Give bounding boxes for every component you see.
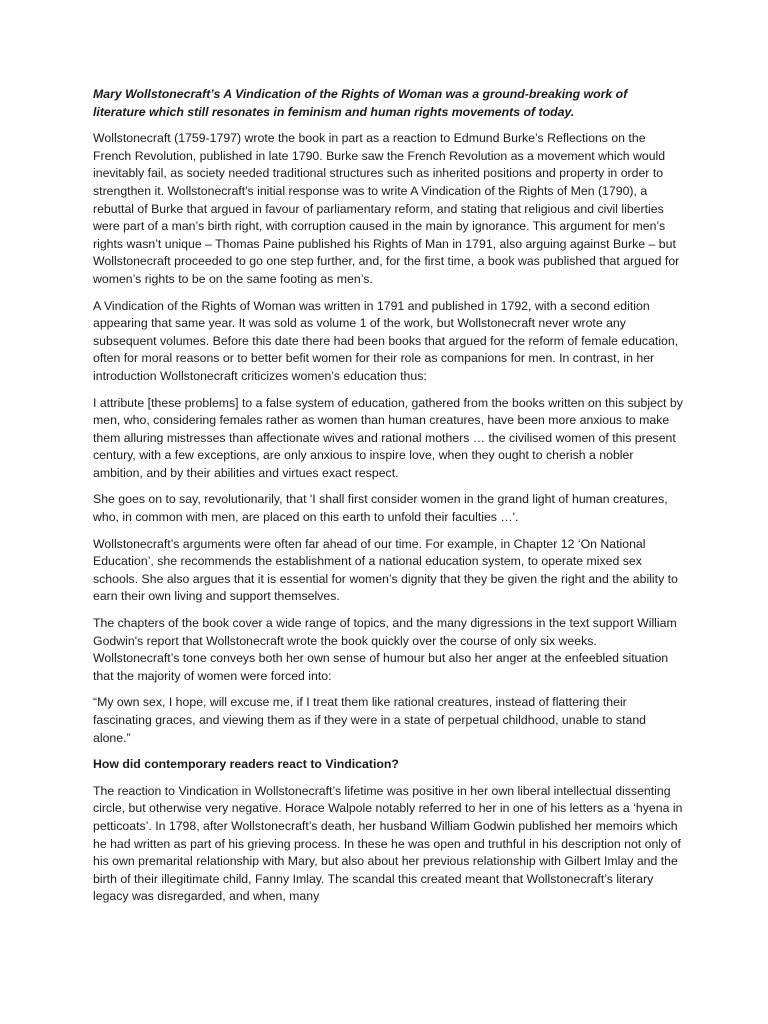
- block-quote-paragraph: I attribute [these problems] to a false system of education, gathered from the books written on this subject by men, who, considering females rather as women than human creatures, have been more anxious to make them alluring mistresses than affectionate wives and rational mothers … the civilised women of this present century, with a few exceptions, are only anxious to inspire love, when they ought to cherish a nobler ambition, and by their abilities and virtues exact respect.: [93, 395, 683, 480]
- body-paragraph-2: A Vindication of the Rights of Woman was written in 1791 and published in 1792, with a second edition appearing that same year. It was sold as volume 1 of the work, but Wollstonecraft never wrote any subsequent volumes. Before this date there had been books that argued for the reform of female education, often for moral reasons or to better befit women for their role as companions for men. In contrast, in her introduction Wollstonecraft criticizes women’s education thus:: [93, 298, 679, 383]
- body-paragraph-4: Wollstonecraft’s arguments were often far ahead of our time. For example, in Chapter 12 ‘On National Education’, she recommends the establishment of a national education system, to operate mixed sex schools. She also argues that it is essential for women’s dignity that they be given the right and the ability to earn their own living and support themselves.: [93, 536, 678, 604]
- quote-paragraph: “My own sex, I hope, will excuse me, if I treat them like rational creatures, instead of flattering their fascinating graces, and viewing them as if they were in a state of perpetual childhood, unable to stand alone.”: [93, 695, 647, 745]
- closing-paragraph: The reaction to Vindication in Wollstonecraft’s lifetime was positive in her own liberal intellectual dissenting circle, but otherwise very negative. Horace Walpole notably referred to her in one of his letters as a ‘hyena in petticoats’. In 1798, after Wollstonecraft’s death, her husband William Godwin published her memoirs which he had written as part of his grieving process. In these he was open and truthful in his description not only of his own premarital relationship with Mary, but also about her previous relationship with Gilbert Imlay and the birth of their illegitimate child, Fanny Imlay. The scandal this created meant that Wollstonecraft’s literary legacy was disregarded, and when, many: [93, 783, 683, 904]
- section-heading: How did contemporary readers react to Vindication?: [93, 757, 399, 772]
- body-paragraph-1: Wollstonecraft (1759-1797) wrote the book in part as a reaction to Edmund Burke’s Reflections on the French Revolution, published in late 1790. Burke saw the French Revolution as a movement which would inevitably fail, as society needed traditional structures such as inherited positions and property in order to strengthen it. Wollstonecraft's initial response was to write A Vindication of the Rights of Men (1790), a rebuttal of Burke that argued in favour of parliamentary reform, and stating that religious and civil liberties were part of a man’s birth right, with corruption caused in the main by ignorance. This argument for men’s rights wasn’t unique – Thomas Paine published his Rights of Man in 1791, also arguing against Burke – but Wollstonecraft proceeded to go one step further, and, for the first time, a book was published that argued for women’s rights to be on the same footing as men’s.: [93, 131, 680, 286]
- intro-paragraph: Mary Wollstonecraft’s A Vindication of the Rights of Woman was a ground-breaking work of literature which still resonates in feminism and human rights movements of today.: [93, 87, 628, 119]
- body-paragraph-3: She goes on to say, revolutionarily, that 'I shall first consider women in the grand light of human creatures, who, in common with men, are placed on this earth to unfold their faculties …'.: [93, 492, 668, 525]
- body-paragraph-5: The chapters of the book cover a wide range of topics, and the many digressions in the text support William Godwin's report that Wollstonecraft wrote the book quickly over the course of only six weeks. Wollstonecraft’s tone conveys both her own sense of humour but also her anger at the enfeebled situation that the majority of women were forced into:: [93, 616, 677, 683]
- document-page: [93, 86, 683, 915]
